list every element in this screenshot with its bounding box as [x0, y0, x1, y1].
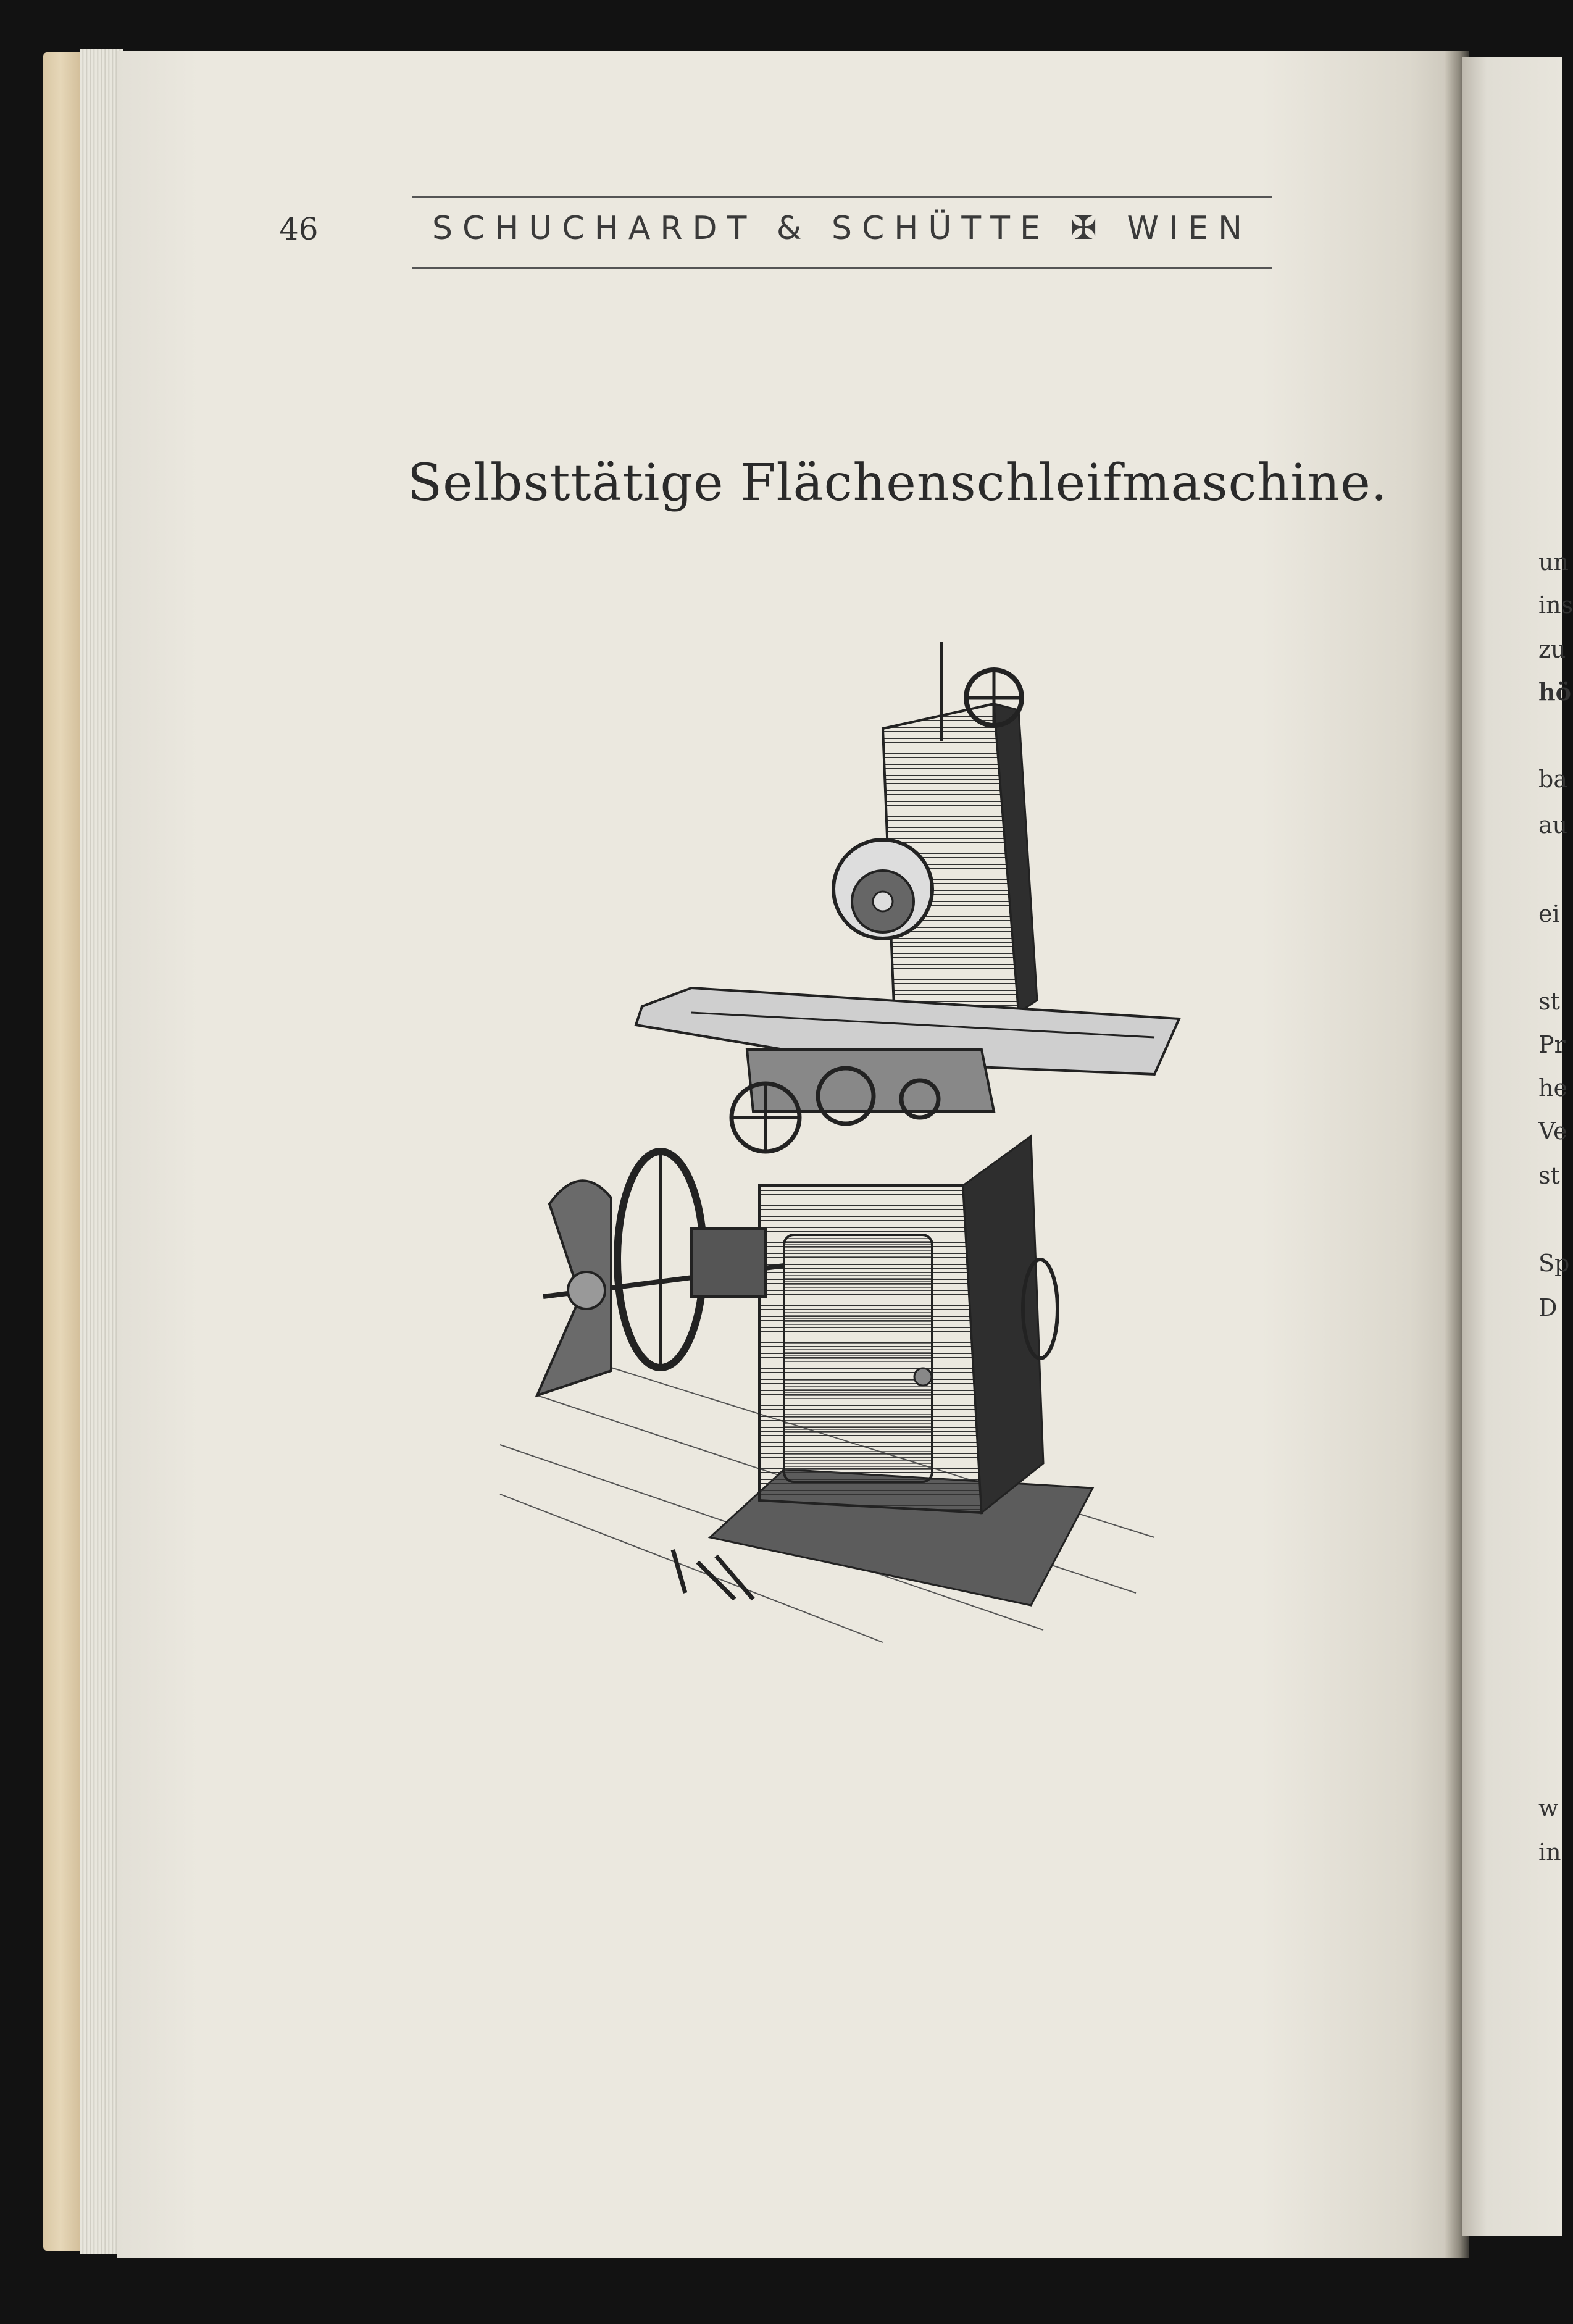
- running-head: SCHUCHARDT & SCHÜTTE ✠ WIEN: [432, 210, 1253, 247]
- fragment-line: w: [1538, 1794, 1559, 1821]
- facing-page-edge: [1462, 57, 1562, 2236]
- fragment-line: D: [1538, 1294, 1558, 1321]
- fragment-line: un: [1538, 548, 1569, 575]
- fragment-line: Pr: [1538, 1031, 1566, 1058]
- fragment-line: Sp: [1538, 1250, 1570, 1277]
- fragment-line: au: [1538, 811, 1568, 838]
- fragment-line: zu: [1538, 636, 1566, 663]
- fragment-line: Ve: [1538, 1118, 1567, 1145]
- page-number: 46: [279, 211, 319, 247]
- page-title: Selbsttätige Flächenschleifmaschine.: [407, 454, 1388, 512]
- fragment-line: st: [1538, 1162, 1560, 1189]
- header-rule-bottom: [412, 267, 1272, 269]
- fragment-line: ba: [1538, 766, 1567, 793]
- fragment-line: st: [1538, 988, 1560, 1015]
- fragment-line: hö: [1538, 678, 1571, 706]
- fragment-line: ins: [1538, 591, 1573, 619]
- header-rule-top: [412, 196, 1272, 198]
- grinding-machine-illustration: [488, 642, 1198, 1655]
- fragment-line: he: [1538, 1074, 1567, 1101]
- fragment-line: ei: [1538, 900, 1560, 927]
- fragment-line: in: [1538, 1839, 1561, 1866]
